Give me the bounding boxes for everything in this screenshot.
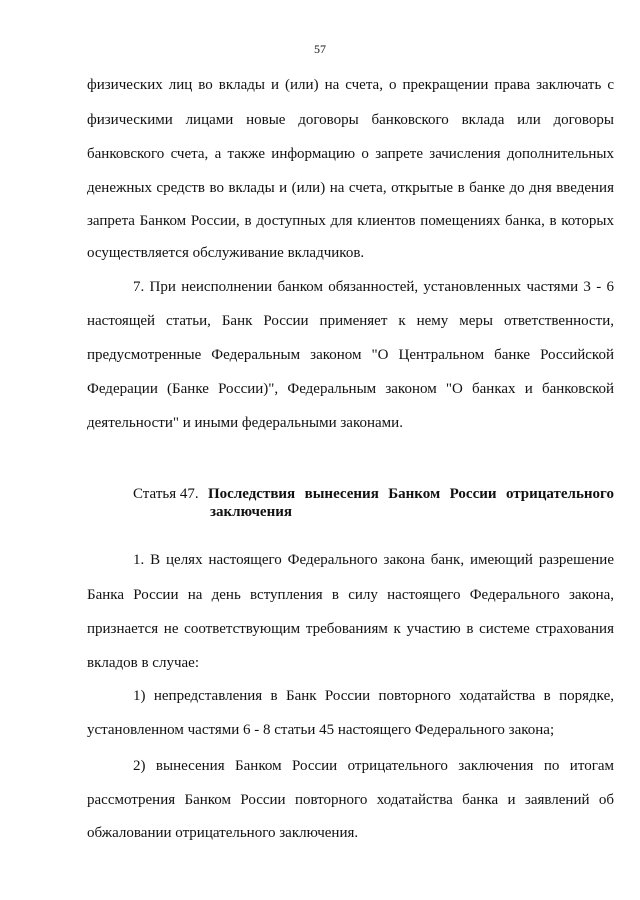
page-number: 57 [314, 42, 326, 56]
paragraph-2-line-4: Федерации (Банке России)", Федеральным законом "О банках и банковской [87, 381, 614, 397]
paragraph-5-line-3: обжаловании отрицательного заключения. [87, 825, 359, 841]
article-title-continuation: заключения [210, 504, 292, 520]
article-number: Статья 47. [133, 486, 199, 502]
paragraph-2-line-5: деятельности" и иными федеральными законами. [87, 415, 403, 431]
paragraph-4-line-2: установленном частями 6 - 8 статьи 45 настоящего Федерального закона; [87, 722, 555, 738]
paragraph-1-line-6: осуществляется обслуживание вкладчиков. [87, 245, 365, 261]
paragraph-1-line-5: запрета Банком России, в доступных для клиентов помещениях банка, в которых [87, 213, 614, 229]
paragraph-1-line-1: физических лиц во вклады и (или) на счета, о прекращении права заключать с [87, 77, 614, 93]
article-title: Последствия вынесения Банком России отрицательного [208, 486, 614, 502]
paragraph-4-line-1: 1) непредставления в Банк России повторного ходатайства в порядке, [133, 688, 614, 704]
paragraph-5-line-1: 2) вынесения Банком России отрицательного заключения по итогам [133, 758, 614, 774]
paragraph-1-line-2: физическими лицами новые договоры банковского вклада или договоры [87, 112, 614, 128]
paragraph-1-line-3: банковского счета, а также информацию о запрете зачисления дополнительных [87, 146, 614, 162]
paragraph-2-line-1: 7. При неисполнении банком обязанностей, установленных частями 3 - 6 [133, 279, 614, 295]
paragraph-5-line-2: рассмотрения Банком России повторного ходатайства банка и заявлений об [87, 792, 614, 808]
paragraph-1-line-4: денежных средств во вклады и (или) на счета, открытые в банке до дня введения [87, 180, 614, 196]
paragraph-3-line-4: вкладов в случае: [87, 655, 199, 671]
paragraph-2-line-3: предусмотренные Федеральным законом "О Центральном банке Российской [87, 347, 614, 363]
paragraph-3-line-2: Банка России на день вступления в силу настоящего Федерального закона, [87, 587, 614, 603]
paragraph-2-line-2: настоящей статьи, Банк России применяет к нему меры ответственности, [87, 313, 614, 329]
paragraph-3-line-1: 1. В целях настоящего Федерального закона банк, имеющий разрешение [133, 552, 614, 568]
paragraph-3-line-3: признается не соответствующим требованиям к участию в системе страхования [87, 621, 614, 637]
